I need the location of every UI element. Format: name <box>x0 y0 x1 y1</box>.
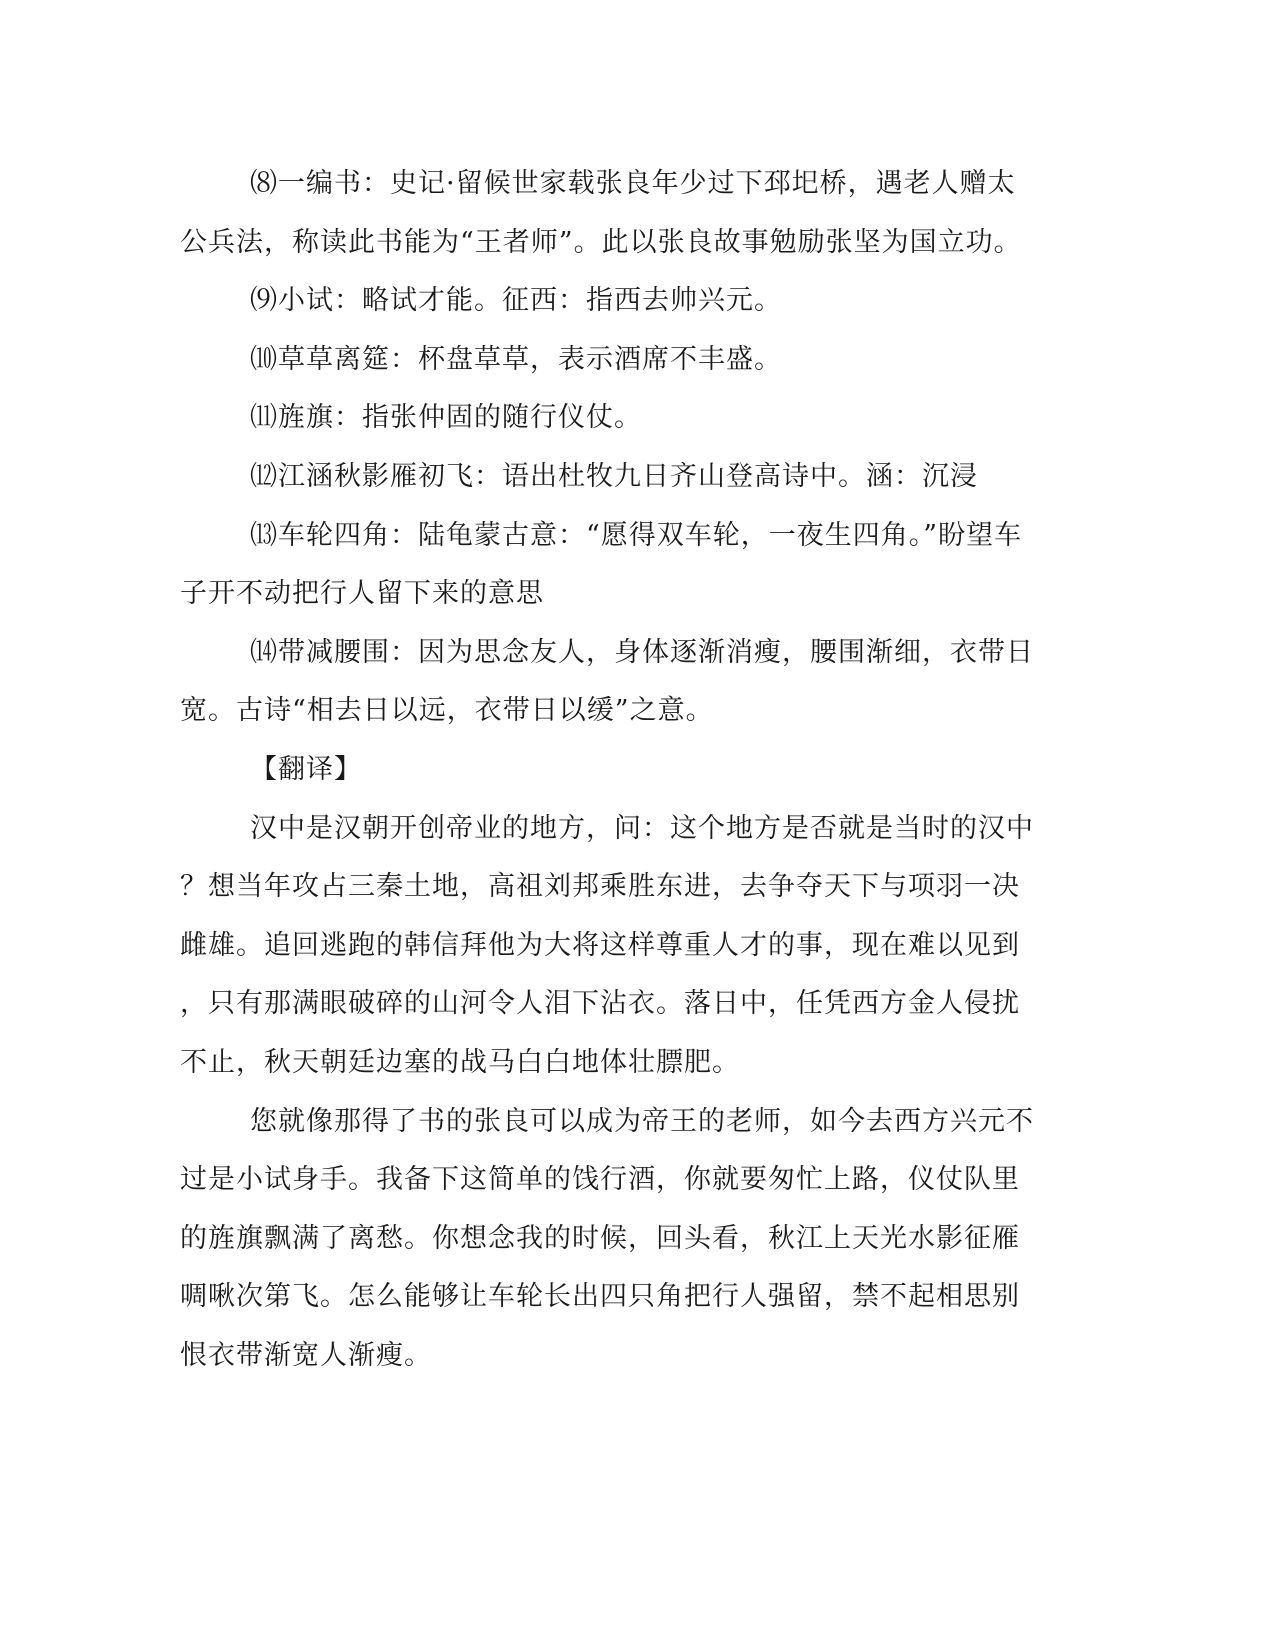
translation-p2-line-5: 恨衣带渐宽人渐瘦。 <box>180 1340 432 1371</box>
translation-p1-line-2: ？想当年攻占三秦土地，高祖刘邦乘胜东进，去争夺天下与项羽一决 <box>180 871 1020 902</box>
note-10-line-1: ⑽草草离筵：杯盘草草，表示酒席不丰盛。 <box>250 344 782 375</box>
note-11-line-1: ⑾旌旗：指张仲固的随行仪仗。 <box>250 402 642 433</box>
translation-p1-line-4: ，只有那满眼破碎的山河令人泪下沾衣。落日中，任凭西方金人侵扰 <box>180 988 1020 1019</box>
translation-p2-line-2: 过是小试身手。我备下这简单的饯行酒，你就要匆忙上路，仪仗队里 <box>180 1164 1020 1195</box>
note-13-line-1: ⒀车轮四角：陆龟蒙古意：“愿得双车轮，一夜生四角。”盼望车 <box>250 520 1023 551</box>
translation-heading: 【翻译】 <box>250 754 362 785</box>
note-9-line-1: ⑼小试：略试才能。征西：指西去帅兴元。 <box>250 285 782 316</box>
translation-p2-line-4: 啁啾次第飞。怎么能够让车轮长出四只角把行人强留，禁不起相思别 <box>180 1281 1020 1312</box>
translation-p1-line-3: 雌雄。追回逃跑的韩信拜他为大将这样尊重人才的事，现在难以见到 <box>180 930 1020 961</box>
translation-p2-line-1: 您就像那得了书的张良可以成为帝王的老师，如今去西方兴元不 <box>250 1106 1034 1137</box>
note-8-line-2: 公兵法，称读此书能为“王者师”。此以张良故事勉励张坚为国立功。 <box>180 227 1022 258</box>
translation-p1-line-1: 汉中是汉朝开创帝业的地方，问：这个地方是否就是当时的汉中 <box>250 813 1034 844</box>
note-14-line-2: 宽。古诗“相去日以远，衣带日以缓”之意。 <box>180 695 714 726</box>
note-8-line-1: ⑻一编书：史记·留候世家载张良年少过下邳圯桥，遇老人赠太 <box>250 168 1016 199</box>
note-12-line-1: ⑿江涵秋影雁初飞：语出杜牧九日齐山登高诗中。涵：沉浸 <box>250 461 978 492</box>
note-14-line-1: ⒁带减腰围：因为思念友人，身体逐渐消瘦，腰围渐细，衣带日 <box>250 637 1034 668</box>
note-13-line-2: 子开不动把行人留下来的意思 <box>180 578 544 609</box>
translation-p2-line-3: 的旌旗飘满了离愁。你想念我的时候，回头看，秋江上天光水影征雁 <box>180 1223 1020 1254</box>
translation-p1-line-5: 不止，秋天朝廷边塞的战马白白地体壮膘肥。 <box>180 1047 740 1078</box>
